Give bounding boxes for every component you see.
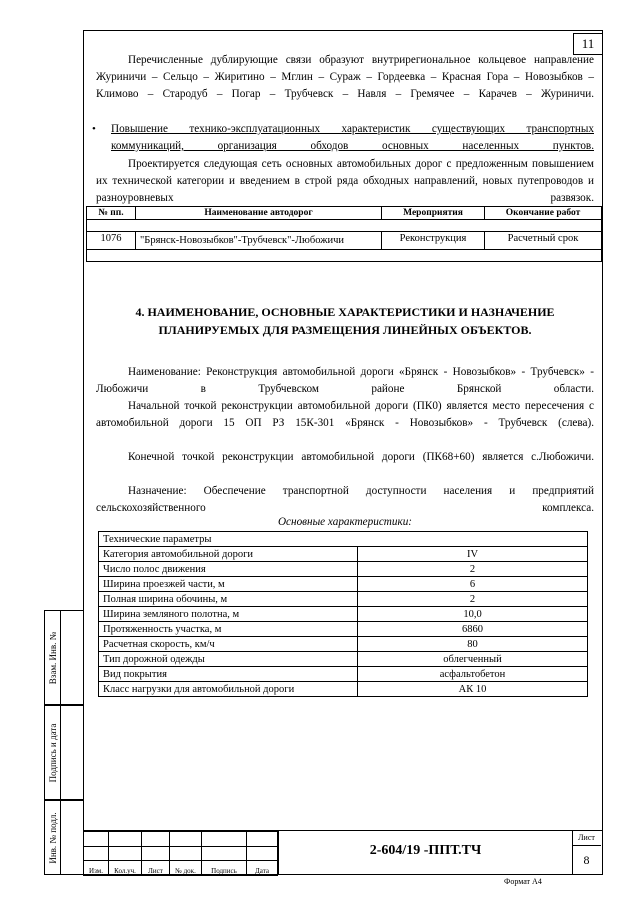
side-sign-date <box>44 705 83 800</box>
params-header-row <box>99 532 588 547</box>
param-value: 10,0 <box>358 607 588 622</box>
characteristics-caption: Основные характеристики: <box>277 516 413 528</box>
roads-th-name: Наименование автодорог <box>136 207 382 220</box>
roads-th-num: № пп. <box>87 207 136 220</box>
side-inv-orig <box>44 800 83 875</box>
table-row <box>99 637 588 652</box>
param-label: Протяженность участка, м <box>99 622 358 637</box>
para-end: Конечной точкой реконструкции автомобильной дороги (ПК68+60) является с.Любожичи. <box>128 451 594 463</box>
param-label: Категория автомобильной дороги <box>99 547 358 562</box>
param-label: Расчетная скорость, км/ч <box>99 637 358 652</box>
stamp-label-sign: Подпись <box>202 861 247 876</box>
roads-table-header <box>87 207 602 220</box>
side-replace-inv <box>44 610 83 705</box>
param-label: Число полос движения <box>99 562 358 577</box>
side-label-inv: Инв. № подл. <box>47 811 58 864</box>
param-value: АК 10 <box>358 682 588 697</box>
table-row <box>99 547 588 562</box>
stamp-label-kolich: Кол.уч. <box>109 861 142 876</box>
param-value: облегченный <box>358 652 588 667</box>
top-page-number: 11 <box>573 33 603 55</box>
param-value: 2 <box>358 592 588 607</box>
param-label: Вид покрытия <box>99 667 358 682</box>
params-table <box>98 531 588 697</box>
title-block <box>83 830 603 875</box>
param-value: IV <box>358 547 588 562</box>
table-row <box>99 622 588 637</box>
intro-bullet: Повышение технико-эксплуатационных характеристик существующих транспортных коммуникаций, организация обходов основных населенных пунктов. <box>111 123 594 152</box>
bullet-icon: • <box>92 123 96 135</box>
roads-cell-finish: Расчетный срок <box>485 232 602 250</box>
param-value: 6860 <box>358 622 588 637</box>
intro-paragraph-2: Проектируется следующая сеть основных автомобильных дорог с предложенным повышением их технической категории и введением в строй ряда обходных направлений, новых путепроводов и разноуровневых развязок. <box>96 158 594 204</box>
param-value: 80 <box>358 637 588 652</box>
table-row <box>99 607 588 622</box>
roads-th-action: Мероприятия <box>382 207 485 220</box>
para-purpose: Назначение: Обеспечение транспортной доступности населения и предприятий сельскохозяйственного комплекса. <box>96 485 594 514</box>
section-heading: 4. НАИМЕНОВАНИЕ, ОСНОВНЫЕ ХАРАКТЕРИСТИКИ И НАЗНАЧЕНИЕ ПЛАНИРУЕМЫХ ДЛЯ РАЗМЕЩЕНИЯ ЛИНЕЙНЫХ ОБЪЕКТОВ. <box>135 305 555 337</box>
param-value: 6 <box>358 577 588 592</box>
table-row <box>99 652 588 667</box>
roads-cell-name: "Брянск-Новозыбков"-Трубчевск"-Любожичи <box>136 232 382 250</box>
param-label: Ширина земляного полотна, м <box>99 607 358 622</box>
roads-th-finish: Окончание работ <box>485 207 602 220</box>
side-label-sign: Подпись и дата <box>47 723 58 782</box>
params-header: Технические параметры <box>99 532 588 547</box>
roads-cell-num: 1076 <box>87 232 136 250</box>
param-label: Тип дорожной одежды <box>99 652 358 667</box>
roads-spacer-row <box>87 220 602 232</box>
stamp-label-date: Дата <box>247 861 278 876</box>
roads-spacer-row-bottom <box>87 250 602 262</box>
table-row <box>99 667 588 682</box>
stamp-label-doc: № док. <box>170 861 202 876</box>
doc-code: 2-604/19 -ППТ.ТЧ <box>278 831 573 874</box>
param-label: Класс нагрузки для автомобильной дороги <box>99 682 358 697</box>
table-row <box>99 577 588 592</box>
sheet-number: 8 <box>583 853 590 867</box>
table-row <box>99 682 588 697</box>
table-row <box>99 562 588 577</box>
table-row <box>99 592 588 607</box>
param-label: Ширина проезжей части, м <box>99 577 358 592</box>
side-label-replace: Взам. Инв. № <box>47 631 58 684</box>
roads-table <box>86 206 602 262</box>
intro-paragraph-1: Перечисленные дублирующие связи образуют внутрирегиональное кольцевое направление Журиничи – Сельцо – Жиритино – Мглин – Сураж – Гордеевка – Красная Гора – Новозыбков – Климово – Стародуб – Погар – Трубчевск – Навля – Гремячее – Карачев – Журиничи. <box>96 54 594 100</box>
roads-cell-action: Реконструкция <box>382 232 485 250</box>
sheet-label: Лист <box>572 831 601 846</box>
format-label: Формат А4 <box>504 877 542 886</box>
section-title <box>110 303 580 339</box>
para-name: Наименование: Реконструкция автомобильной дороги «Брянск - Новозыбков» - Трубчевск» - Любожичи в Трубчевском районе Брянской области. <box>96 366 594 395</box>
para-start: Начальной точкой реконструкции автомобильной дороги (ПК0) является место пересечения с автомобильной дороги 15 ОП РЗ 15К-301 «Брянск - Новозыбков» - Трубчевск (слева). <box>96 400 594 429</box>
stamp-grid <box>83 831 278 876</box>
table-row <box>87 232 602 250</box>
param-label: Полная ширина обочины, м <box>99 592 358 607</box>
stamp-label-izm: Изм. <box>84 861 109 876</box>
stamp-label-list: Лист <box>142 861 170 876</box>
param-value: 2 <box>358 562 588 577</box>
param-value: асфальтобетон <box>358 667 588 682</box>
